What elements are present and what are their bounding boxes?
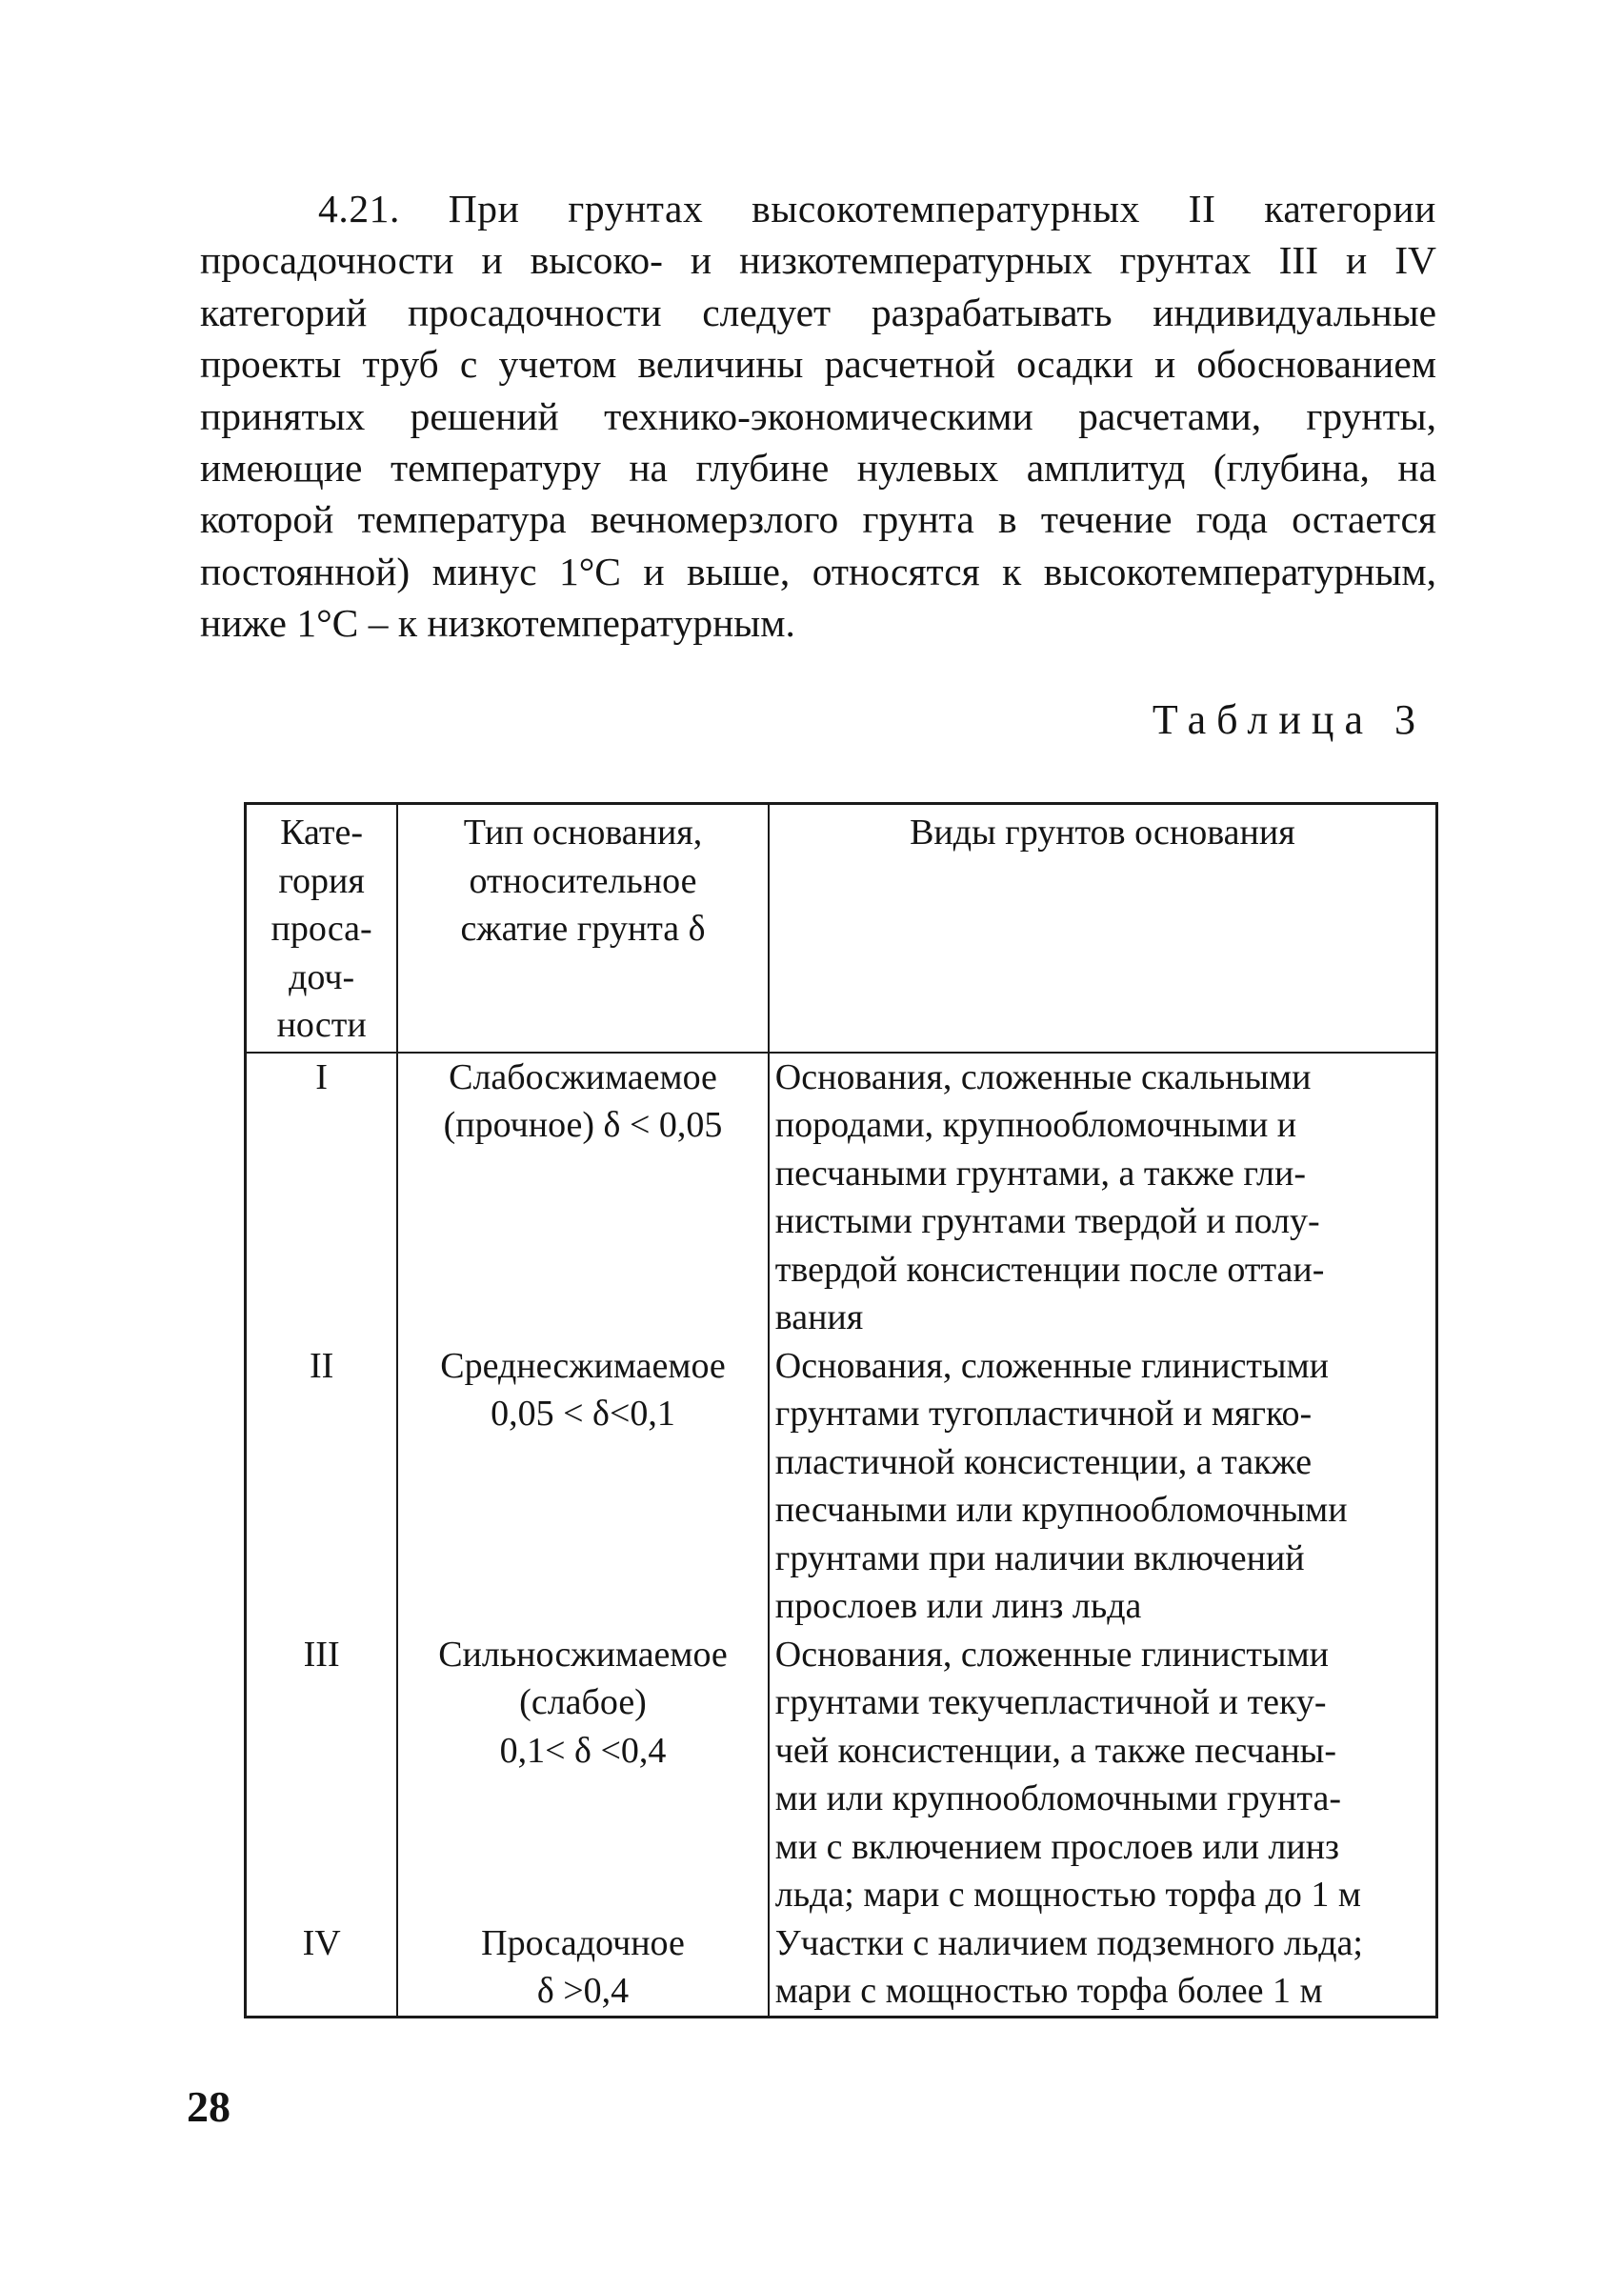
cell-kinds xyxy=(769,1053,1437,1342)
cell-kinds xyxy=(769,1342,1437,1631)
cell-line: льда; мари с мощностью торфа до 1 м xyxy=(774,1875,1361,1915)
cell-category: III xyxy=(246,1631,398,1919)
soil-categories-table xyxy=(244,802,1438,2018)
cell-line: нистыми грунтами твердой и полу- xyxy=(774,1201,1320,1241)
header-line: сжатие грунта δ xyxy=(460,909,706,949)
paragraph-line: 4.21. При грунтах высокотемпературных II категории xyxy=(318,187,1436,231)
cell-category: II xyxy=(246,1342,398,1631)
cell-category: I xyxy=(246,1053,398,1342)
paragraph-line: ниже 1°С – к низкотемпературным. xyxy=(200,601,795,646)
table-row xyxy=(246,1919,1437,2018)
cell-type xyxy=(397,1053,769,1342)
paragraph-line: имеющие температуру на глубине нулевых амплитуд (глубина, на xyxy=(200,445,1436,490)
paragraph-line: принятых решений технико-экономическими расчетами, грунты, xyxy=(200,393,1436,438)
cell-category: IV xyxy=(246,1919,398,2018)
cell-line: ми с включением прослоев или линз xyxy=(774,1826,1340,1867)
page-number: 28 xyxy=(187,2082,231,2131)
header-line: Кате- xyxy=(280,813,364,853)
cell-line: Основания, сложенные глинистыми xyxy=(774,1634,1329,1675)
header-line: доч- xyxy=(289,956,355,997)
cell-line: грунтами при наличии включений xyxy=(774,1537,1305,1578)
cell-type xyxy=(397,1342,769,1631)
header-line: гория xyxy=(278,860,365,901)
table-row xyxy=(246,1631,1437,1919)
cell-line: Среднесжимаемое xyxy=(440,1345,726,1386)
cell-line: ми или крупнообломочными грунта- xyxy=(774,1778,1341,1818)
table-row xyxy=(246,1342,1437,1631)
cell-line: песчаными грунтами, а также гли- xyxy=(774,1153,1306,1194)
header-category xyxy=(246,804,398,1053)
cell-line: (слабое) xyxy=(519,1682,647,1722)
cell-type xyxy=(397,1919,769,2018)
cell-line: Основания, сложенные скальными xyxy=(774,1056,1312,1097)
header-line: Тип основания, xyxy=(463,813,703,853)
cell-line: пластичной консистенции, а также xyxy=(774,1441,1313,1482)
header-line: Виды грунтов основания xyxy=(910,813,1295,853)
cell-line: мари с мощностью торфа более 1 м xyxy=(774,1971,1323,2011)
header-line: относительное xyxy=(469,860,697,901)
cell-line: 0,1< δ <0,4 xyxy=(499,1730,667,1771)
cell-line: прослоев или линз льда xyxy=(774,1586,1142,1626)
table-caption: Таблица 3 xyxy=(1152,696,1426,743)
cell-line: 0,05 < δ<0,1 xyxy=(491,1394,675,1434)
table-header-row xyxy=(246,804,1437,1053)
cell-line: породами, крупнообломочными и xyxy=(774,1105,1297,1145)
section-4-21-paragraph xyxy=(200,183,1436,650)
header-line: ности xyxy=(276,1005,367,1045)
header-soil-kinds xyxy=(769,804,1437,1053)
paragraph-line: категорий просадочности следует разрабатывать индивидуальные xyxy=(200,290,1436,334)
header-line: проса- xyxy=(271,909,372,949)
cell-line: Основания, сложенные глинистыми xyxy=(774,1345,1329,1386)
cell-kinds xyxy=(769,1919,1437,2018)
cell-line: грунтами тугопластичной и мягко- xyxy=(774,1394,1313,1434)
cell-line: Слабосжимаемое xyxy=(449,1056,717,1097)
cell-line: чей консистенции, а также песчаны- xyxy=(774,1730,1336,1771)
cell-line: песчаными или крупнообломочными xyxy=(774,1490,1348,1530)
cell-line: грунтами текучепластичной и теку- xyxy=(774,1682,1327,1722)
cell-line: Сильносжимаемое xyxy=(438,1634,728,1675)
cell-line: твердой консистенции после оттаи- xyxy=(774,1249,1325,1290)
cell-type xyxy=(397,1631,769,1919)
paragraph-line: проекты труб с учетом величины расчетной осадки и обоснованием xyxy=(200,342,1436,387)
cell-line: Участки с наличием подземного льда; xyxy=(774,1922,1363,1963)
table-row xyxy=(246,1053,1437,1342)
cell-line: δ >0,4 xyxy=(536,1971,630,2011)
cell-line: Просадочное xyxy=(481,1922,685,1963)
cell-line: вания xyxy=(774,1297,864,1337)
paragraph-line: постоянной) минус 1°С и выше, относятся к высокотемпературным, xyxy=(200,549,1436,593)
cell-kinds xyxy=(769,1631,1437,1919)
paragraph-line: которой температура вечномерзлого грунта в течение года остается xyxy=(200,497,1436,542)
paragraph-line: просадочности и высоко- и низкотемпературных грунтах III и IV xyxy=(200,238,1436,283)
cell-line: (прочное) δ < 0,05 xyxy=(443,1105,723,1145)
header-foundation-type xyxy=(397,804,769,1053)
